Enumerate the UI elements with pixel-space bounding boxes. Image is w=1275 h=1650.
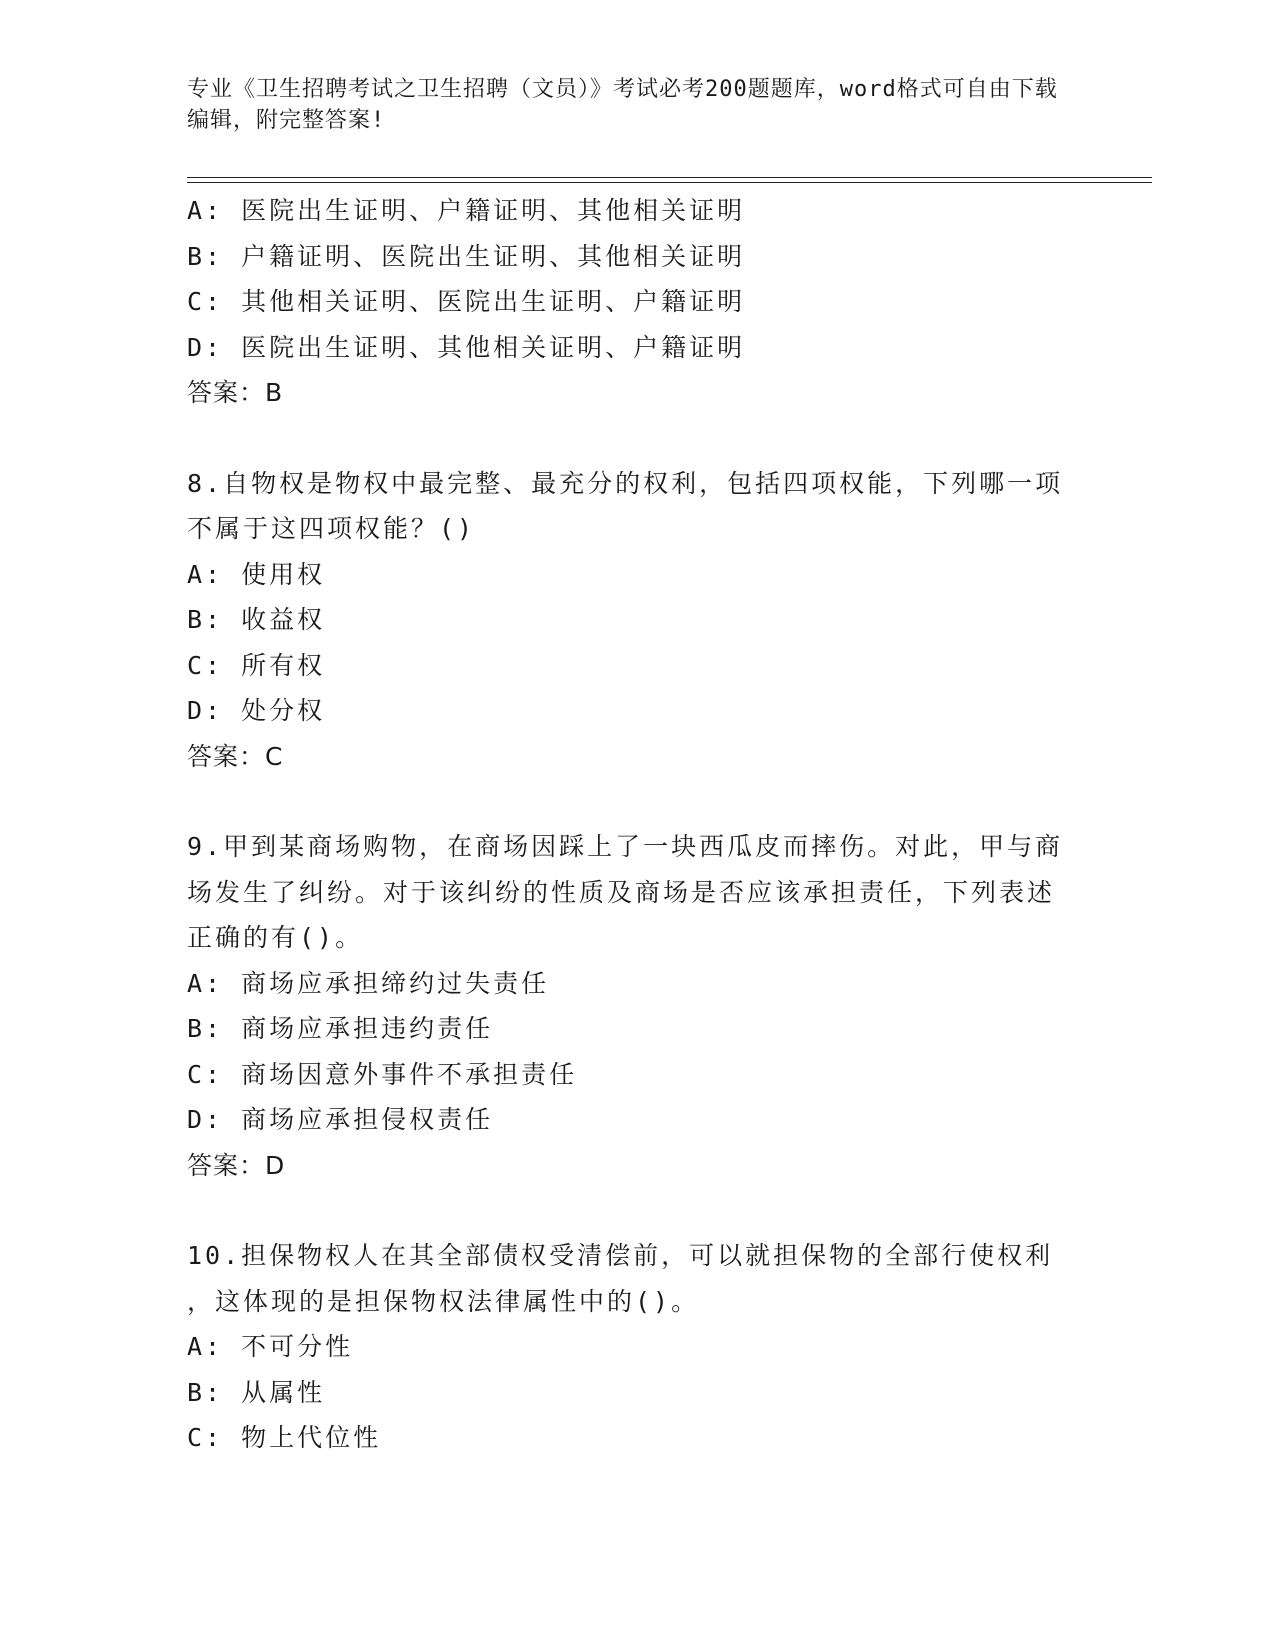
option-a: A: 使用权 — [187, 559, 326, 589]
option-b: B: 商场应承担违约责任 — [187, 1014, 494, 1043]
option-b: B: 户籍证明、医院出生证明、其他相关证明 — [187, 241, 746, 271]
option-b: B: 收益权 — [187, 605, 326, 634]
option-c: C: 其他相关证明、医院出生证明、户籍证明 — [187, 287, 746, 316]
spacer — [187, 416, 1087, 461]
document-header: 专业《卫生招聘考试之卫生招聘（文员）》考试必考200题题库，word格式可自由下载编辑，附完整答案! — [187, 77, 1058, 133]
question-text: 9.甲到某商场购物，在商场因踩上了一块西瓜皮而摔伤。对此，甲与商场发生了纠纷。对于该纠纷的性质及商场是否应该承担责任，下列表述正确的有()。 — [187, 832, 1064, 952]
question-text-line-2: ，这体现的是担保物权法律属性中的()。 — [187, 1286, 700, 1316]
spacer — [187, 1188, 1087, 1233]
option-d: D: 医院出生证明、其他相关证明、户籍证明 — [187, 332, 746, 362]
option-c: C: 所有权 — [187, 650, 326, 680]
question-text: 8.自物权是物权中最完整、最充分的权利，包括四项权能，下列哪一项不属于这四项权能？() — [187, 468, 1064, 543]
option-a: A: 商场应承担缔约过失责任 — [187, 968, 550, 998]
question-list — [187, 188, 1087, 1461]
option-a: A: 医院出生证明、户籍证明、其他相关证明 — [187, 196, 746, 225]
option-b: B: 从属性 — [187, 1377, 326, 1407]
header-divider-top — [187, 177, 1152, 178]
option-c: C: 商场因意外事件不承担责任 — [187, 1059, 578, 1089]
question-10 — [187, 1233, 1087, 1461]
answer: 答案：B — [187, 378, 284, 407]
option-d: D: 处分权 — [187, 696, 326, 725]
question-9 — [187, 824, 1087, 1188]
question-text-line-1: 10.担保物权人在其全部债权受清偿前，可以就担保物的全部行使权利 — [187, 1241, 1054, 1270]
spacer — [187, 779, 1087, 824]
answer: 答案：C — [187, 741, 284, 771]
option-d: D: 商场应承担侵权责任 — [187, 1105, 494, 1134]
option-a: A: 不可分性 — [187, 1332, 354, 1361]
answer: 答案：D — [187, 1150, 286, 1180]
question-8 — [187, 461, 1087, 780]
question-7-options — [187, 188, 1087, 416]
option-c: C: 物上代位性 — [187, 1423, 382, 1452]
header-divider-bottom — [187, 182, 1152, 183]
